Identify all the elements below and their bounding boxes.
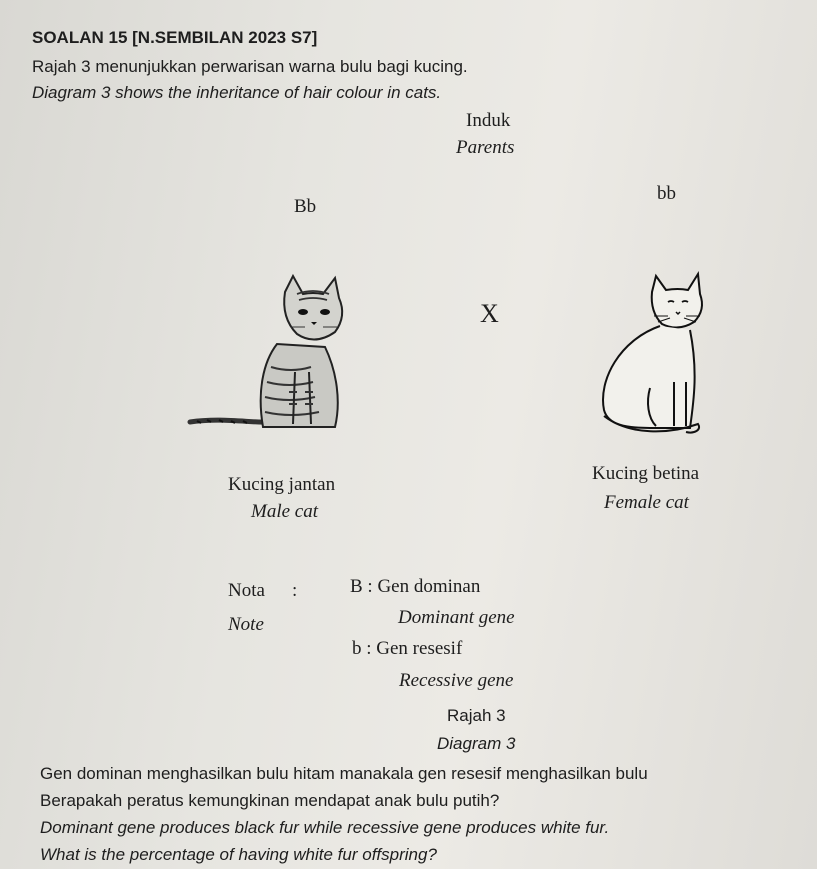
cross-symbol: X [480,299,499,328]
note-label-malay: Nota [228,580,265,601]
body-line-1-malay: Gen dominan menghasilkan bulu hitam manakala gen resesif menghasilkan bulu [40,764,648,783]
note-colon: : [292,580,298,601]
male-cat-label-malay: Kucing jantan [228,474,336,495]
intro-malay: Rajah 3 menunjukkan perwarisan warna bulu bagi kucing. [32,57,468,76]
body-line-2-malay: Berapakah peratus kemungkinan mendapat anak bulu putih? [40,791,500,810]
body-line-4-english: What is the percentage of having white fur offspring? [40,845,437,864]
body-line-3-english: Dominant gene produces black fur while recessive gene produces white fur. [40,818,610,837]
female-cat-label-malay: Kucing betina [592,463,700,484]
intro-english: Diagram 3 shows the inheritance of hair colour in cats. [32,83,442,102]
question-heading: SOALAN 15 [N.SEMBILAN 2023 S7] [32,28,318,47]
female-cat-label-english: Female cat [604,492,689,513]
diagram-caption-malay: Rajah 3 [447,706,506,725]
dominant-gene-english: Dominant gene [398,607,515,628]
female-genotype: bb [657,183,676,204]
male-cat-label-english: Male cat [251,501,319,522]
parents-label-malay: Induk [466,110,511,131]
note-label-english: Note [228,614,264,635]
female-cat-illustration [590,270,710,440]
male-genotype: Bb [294,196,317,217]
male-cat-illustration [185,272,355,442]
recessive-gene-english: Recessive gene [399,670,514,691]
recessive-gene-key: b : Gen resesif [352,638,463,659]
diagram-caption-english: Diagram 3 [437,734,516,753]
parents-label-english: Parents [456,137,515,158]
dominant-gene-key: B : Gen dominan [350,576,481,597]
